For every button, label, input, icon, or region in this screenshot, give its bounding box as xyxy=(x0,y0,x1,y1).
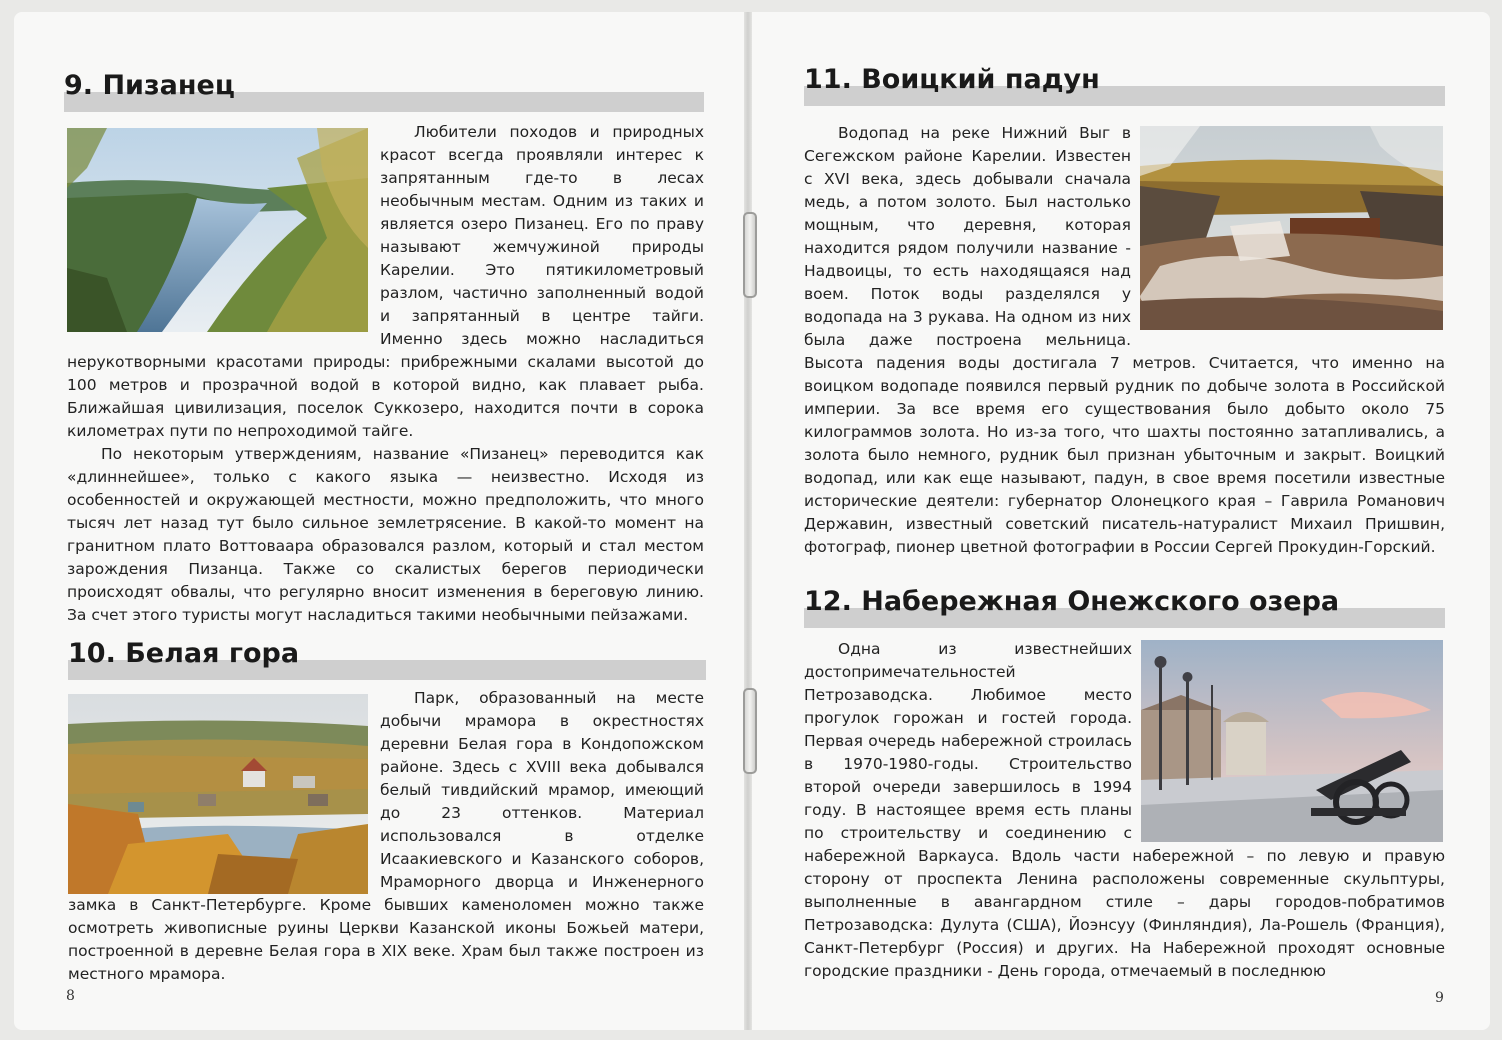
section-11-text xyxy=(804,122,1445,562)
staple-top xyxy=(743,212,757,298)
section-10-title: 10. Белая гора xyxy=(68,638,300,669)
text-float-spacer xyxy=(67,121,380,332)
section-10-text xyxy=(68,687,704,984)
staple-bottom xyxy=(743,688,757,774)
section-11-title: 11. Воицкий падун xyxy=(804,64,1100,95)
book-spine xyxy=(744,12,752,1030)
text-float-spacer-4 xyxy=(1132,638,1445,845)
section-10-heading xyxy=(68,636,706,680)
section-12-title: 12. Набережная Онежского озера xyxy=(804,586,1340,617)
section-9-title: 9. Пизанец xyxy=(64,70,235,101)
section-12-paragraph-1: Одна из известнейших достопримечательностей Петрозаводска. Любимое место прогулок горожан и гостей города. Первая очередь набережной строилась в 1970-1980-годы. Строительство второй очереди завершилось в 1994 году. В настоящее время есть планы по строительству и соединению с набережной Варкауса. Вдоль части набережной – по левую и правую сторону от проспекта Ленина расположены современные скульптуры, выполненные в авангардном стиле – дары городов-побратимов Петрозаводска: Дулута (США), Йоэнсуу (Финляндия), Ла-Рошель (Франция), Санкт-Петербург (Россия) и других. На Набережной проходят основные городские праздники - День города, отмечаемый в последнюю xyxy=(804,640,1445,980)
section-9-text xyxy=(67,121,704,629)
section-12-text xyxy=(804,638,1445,990)
text-float-spacer-3 xyxy=(1131,122,1445,331)
section-11-paragraph-1: Водопад на реке Нижний Выг в Сегежском районе Карелии. Известен с XVI века, здесь добывали сначала медь, а потом золото. Был настолько мощным, что деревня, которая находится рядом получили название - Надвоицы, то есть находящаяся над воем. Поток воды разделялся у водопада на 3 рукава. На одном из них была даже построена мельница. Высота падения воды достигала 7 метров. Считается, что именно на воицком водопаде появился первый рудник по добыче золота в Российской империи. За все время его существования было добыто около 75 килограммов золота. Но из-за того, что шахты постоянно затапливались, а золота было немного, рудник был признан убыточным и закрыт. Воицкий водопад, или как еще называют, падун, в свое время посетили известные исторические деятели: губернатор Олонецкого края – Гаврила Романович Державин, известный советский писатель-натуралист Михаил Пришвин, фотограф, пионер цветной фотографии в России Сергей Прокудин-Горский. xyxy=(804,124,1445,556)
section-10-paragraph-1: Парк, образованный на месте добычи мрамора в окрестностях деревни Белая гора в Кондопожском районе. Здесь с XVIII века добывался белый тивдийский мрамор, имеющий до 23 оттенков. Материал использовался в отделке Исаакиевского и Казанского соборов, Мраморного дворца и Инженерного замка в Санкт-Петербурге. Кроме бывших каменоломен можно также осмотреть живописные руины Церкви Казанской иконы Божьей матери, построенной в деревне Белая гора в XIX веке. Храм был также построен из местного мрамора. xyxy=(68,689,704,983)
section-9-heading xyxy=(64,68,704,112)
text-float-spacer-2 xyxy=(68,687,380,894)
right-page-number: 9 xyxy=(1435,990,1444,1006)
left-page-number: 8 xyxy=(66,988,75,1004)
section-9-paragraph-2: По некоторым утверждениям, название «Пизанец» переводится как «длиннейшее», только с какого языка — неизвестно. Исходя из особенностей и окружающей местности, можно предположить, что много тысяч лет назад тут было сильное землетрясение. В какой-то момент на гранитном плато Воттоваара образовался разлом, который и стал местом зарождения Пизанца. Также со скалистых берегов периодически происходят обвалы, что регулярно вносит изменения в береговую линию. За счет этого туристы могут насладиться такими необычными пейзажами. xyxy=(67,445,704,624)
section-11-heading xyxy=(804,62,1445,106)
section-12-heading xyxy=(804,584,1445,628)
section-9-paragraph-1: Любители походов и природных красот всегда проявляли интерес к запрятанным где-то в лесах необычным местам. Одним из таких и является озеро Пизанец. Его по праву называют жемчужиной природы Карелии. Это пятикилометровый разлом, частично заполненный водой и запрятанный в центре тайги. Именно здесь можно насладиться нерукотворными красотами природы: прибрежными скалами высотой до 100 метров и прозрачной водой в которой видно, как плавает рыба. Ближайшая цивилизация, поселок Суккозеро, находится почти в сорока километрах пути по непроходимой тайге. xyxy=(67,123,704,440)
